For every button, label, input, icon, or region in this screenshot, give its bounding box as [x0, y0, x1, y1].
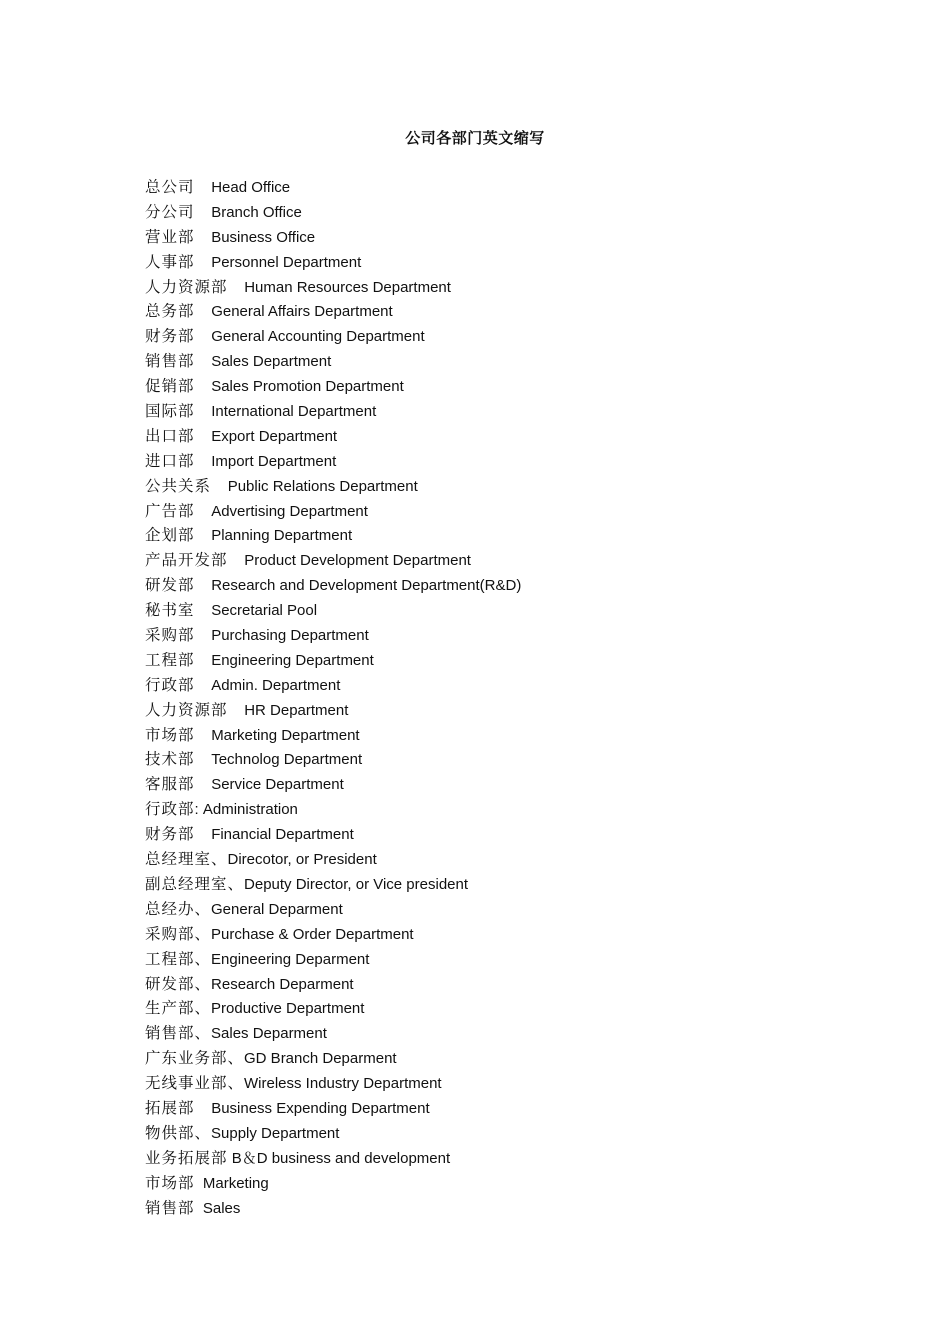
entry-separator: [195, 503, 212, 520]
entry-separator: [228, 552, 245, 569]
entry-separator: [195, 677, 212, 694]
department-entry: [145, 548, 865, 573]
department-entry: [145, 175, 865, 200]
department-english-name: Sales Deparment: [211, 1025, 327, 1043]
department-entry: [145, 673, 865, 698]
department-list: [145, 175, 865, 1220]
department-entry: [145, 1071, 865, 1096]
department-english-name: Sales Department: [211, 353, 332, 371]
entry-separator: [195, 727, 212, 744]
department-entry: [145, 698, 865, 723]
department-english-name: Secretarial Pool: [211, 602, 318, 620]
department-entry: [145, 947, 865, 972]
entry-separator: [228, 279, 245, 296]
department-chinese-name: 广告部: [145, 501, 195, 520]
department-entry: [145, 1146, 865, 1171]
department-english-name: Administration: [202, 801, 298, 819]
department-chinese-name: 财务部: [145, 825, 195, 844]
department-entry: [145, 523, 865, 548]
entry-separator: [195, 254, 212, 271]
department-entry: [145, 349, 865, 374]
department-english-name: GD Branch Deparment: [244, 1050, 397, 1068]
department-chinese-name: 销售部、: [145, 1024, 212, 1043]
department-entry: [145, 1196, 865, 1221]
department-chinese-name: 工程部: [145, 650, 195, 669]
department-chinese-name: 总经办、: [145, 899, 212, 918]
entry-separator: [195, 403, 212, 420]
department-english-name: Productive Department: [211, 1000, 365, 1018]
department-english-name: Personnel Department: [211, 253, 362, 271]
department-english-name: Branch Office: [211, 203, 302, 221]
entry-separator: [195, 179, 212, 196]
department-entry: [145, 797, 865, 822]
department-chinese-name: 采购部、: [145, 924, 212, 943]
department-chinese-name: 出口部: [145, 426, 195, 445]
document-title: 公司各部门英文缩写: [405, 129, 545, 147]
department-chinese-name: 业务拓展部: [145, 1148, 228, 1167]
department-chinese-name: 总公司: [145, 178, 195, 196]
department-english-name: Service Department: [211, 776, 344, 794]
department-chinese-name: 技术部: [145, 750, 195, 769]
entry-separator: [195, 1100, 212, 1117]
department-english-name: Technolog Department: [211, 751, 363, 769]
department-chinese-name: 进口部: [145, 451, 195, 470]
department-english-name: Business Expending Department: [211, 1099, 430, 1117]
department-english-name: Deputy Director, or Vice president: [244, 875, 469, 893]
department-chinese-name: 人事部: [145, 252, 195, 271]
department-chinese-name: 产品开发部: [145, 551, 228, 570]
department-entry: [145, 996, 865, 1021]
department-chinese-name: 物供部、: [145, 1123, 212, 1142]
department-english-name: General Accounting Department: [211, 328, 425, 346]
department-entry: [145, 1121, 865, 1146]
department-chinese-name: 采购部: [145, 626, 195, 645]
entry-separator: [195, 826, 212, 843]
entry-separator: [195, 627, 212, 644]
department-chinese-name: 行政部: [145, 675, 195, 694]
department-english-name: Planning Department: [211, 527, 353, 545]
department-chinese-name: 拓展部: [145, 1098, 195, 1117]
department-entry: [145, 573, 865, 598]
department-english-name: General Affairs Department: [211, 303, 393, 321]
department-entry: [145, 623, 865, 648]
department-english-name: Purchasing Department: [211, 627, 369, 645]
department-english-name: B＆D business and development: [231, 1149, 451, 1167]
department-entry: [145, 872, 865, 897]
department-english-name: International Department: [211, 403, 377, 421]
department-english-name: Human Resources Department: [244, 278, 451, 296]
department-chinese-name: 国际部: [145, 402, 195, 421]
department-chinese-name: 销售部: [145, 352, 195, 371]
department-english-name: Wireless Industry Department: [244, 1075, 442, 1093]
department-chinese-name: 销售部: [145, 1198, 195, 1217]
department-english-name: Product Development Department: [244, 552, 471, 570]
entry-separator: [195, 577, 212, 594]
department-entry: [145, 772, 865, 797]
department-entry: [145, 747, 865, 772]
department-english-name: Engineering Deparment: [211, 950, 370, 968]
department-entry: [145, 449, 865, 474]
entry-separator: [195, 776, 212, 793]
department-english-name: Sales Promotion Department: [211, 378, 404, 396]
department-entry: [145, 897, 865, 922]
department-entry: [145, 972, 865, 997]
department-chinese-name: 人力资源部: [145, 700, 228, 719]
entry-separator: [195, 378, 212, 395]
department-chinese-name: 总务部: [145, 302, 195, 321]
entry-separator: [195, 229, 212, 246]
department-chinese-name: 生产部、: [145, 999, 212, 1018]
department-chinese-name: 市场部: [145, 725, 195, 744]
department-entry: [145, 598, 865, 623]
entry-separator: [195, 428, 212, 445]
department-english-name: Sales: [202, 1199, 241, 1217]
department-entry: [145, 424, 865, 449]
department-chinese-name: 分公司: [145, 202, 195, 221]
department-entry: [145, 324, 865, 349]
department-english-name: Export Department: [211, 427, 338, 445]
entry-separator: [195, 303, 212, 320]
entry-separator: [195, 602, 212, 619]
department-english-name: Head Office: [211, 179, 291, 196]
department-chinese-name: 总经理室、: [145, 850, 228, 869]
department-entry: [145, 822, 865, 847]
entry-separator: [195, 328, 212, 345]
department-chinese-name: 促销部: [145, 377, 195, 396]
department-english-name: Financial Department: [211, 826, 354, 844]
entry-separator: :: [194, 801, 203, 819]
department-entry: [145, 225, 865, 250]
department-entry: [145, 299, 865, 324]
department-entry: [145, 847, 865, 872]
department-english-name: Research and Development Department(R&D): [211, 577, 522, 595]
entry-separator: [195, 453, 212, 470]
department-english-name: General Deparment: [211, 900, 343, 918]
department-chinese-name: 工程部、: [145, 949, 212, 968]
department-english-name: Marketing Department: [211, 726, 360, 744]
department-chinese-name: 无线事业部、: [145, 1074, 245, 1093]
department-chinese-name: 人力资源部: [145, 277, 228, 296]
entry-separator: [195, 1175, 203, 1192]
department-english-name: Advertising Department: [211, 502, 368, 520]
entry-separator: [228, 702, 245, 719]
department-entry: [145, 1021, 865, 1046]
department-entry: [145, 275, 865, 300]
department-english-name: HR Department: [244, 701, 349, 719]
department-english-name: Research Deparment: [211, 975, 354, 993]
department-chinese-name: 秘书室: [145, 601, 195, 620]
entry-separator: [195, 353, 212, 370]
department-chinese-name: 研发部、: [145, 974, 212, 993]
entry-separator: [195, 1200, 203, 1217]
department-chinese-name: 广东业务部、: [145, 1049, 245, 1068]
department-chinese-name: 营业部: [145, 227, 195, 246]
entry-separator: [211, 478, 228, 495]
department-entry: [145, 648, 865, 673]
department-chinese-name: 研发部: [145, 576, 195, 595]
department-chinese-name: 副总经理室、: [145, 874, 245, 893]
department-english-name: Purchase & Order Department: [211, 925, 414, 943]
department-entry: [145, 499, 865, 524]
department-english-name: Supply Department: [211, 1124, 340, 1142]
entry-separator: [195, 204, 212, 221]
department-english-name: Direcotor, or President: [227, 851, 377, 869]
department-chinese-name: 市场部: [145, 1173, 195, 1192]
department-entry: [145, 474, 865, 499]
department-entry: [145, 723, 865, 748]
department-english-name: Marketing: [202, 1174, 269, 1192]
department-entry: [145, 200, 865, 225]
department-english-name: Public Relations Department: [227, 477, 418, 495]
department-chinese-name: 企划部: [145, 526, 195, 545]
entry-separator: [195, 652, 212, 669]
department-chinese-name: 公共关系: [145, 476, 212, 495]
department-chinese-name: 客服部: [145, 775, 195, 794]
department-entry: [145, 1096, 865, 1121]
department-english-name: Engineering Department: [211, 651, 374, 669]
department-chinese-name: 财务部: [145, 327, 195, 346]
department-entry: [145, 1046, 865, 1071]
department-entry: [145, 922, 865, 947]
department-entry: [145, 250, 865, 275]
department-english-name: Import Department: [211, 452, 337, 470]
entry-separator: [195, 527, 212, 544]
department-chinese-name: 行政部: [145, 800, 195, 819]
department-entry: [145, 374, 865, 399]
department-english-name: Business Office: [211, 228, 316, 246]
department-entry: [145, 1171, 865, 1196]
entry-separator: [195, 751, 212, 768]
department-english-name: Admin. Department: [211, 676, 341, 694]
department-entry: [145, 399, 865, 424]
